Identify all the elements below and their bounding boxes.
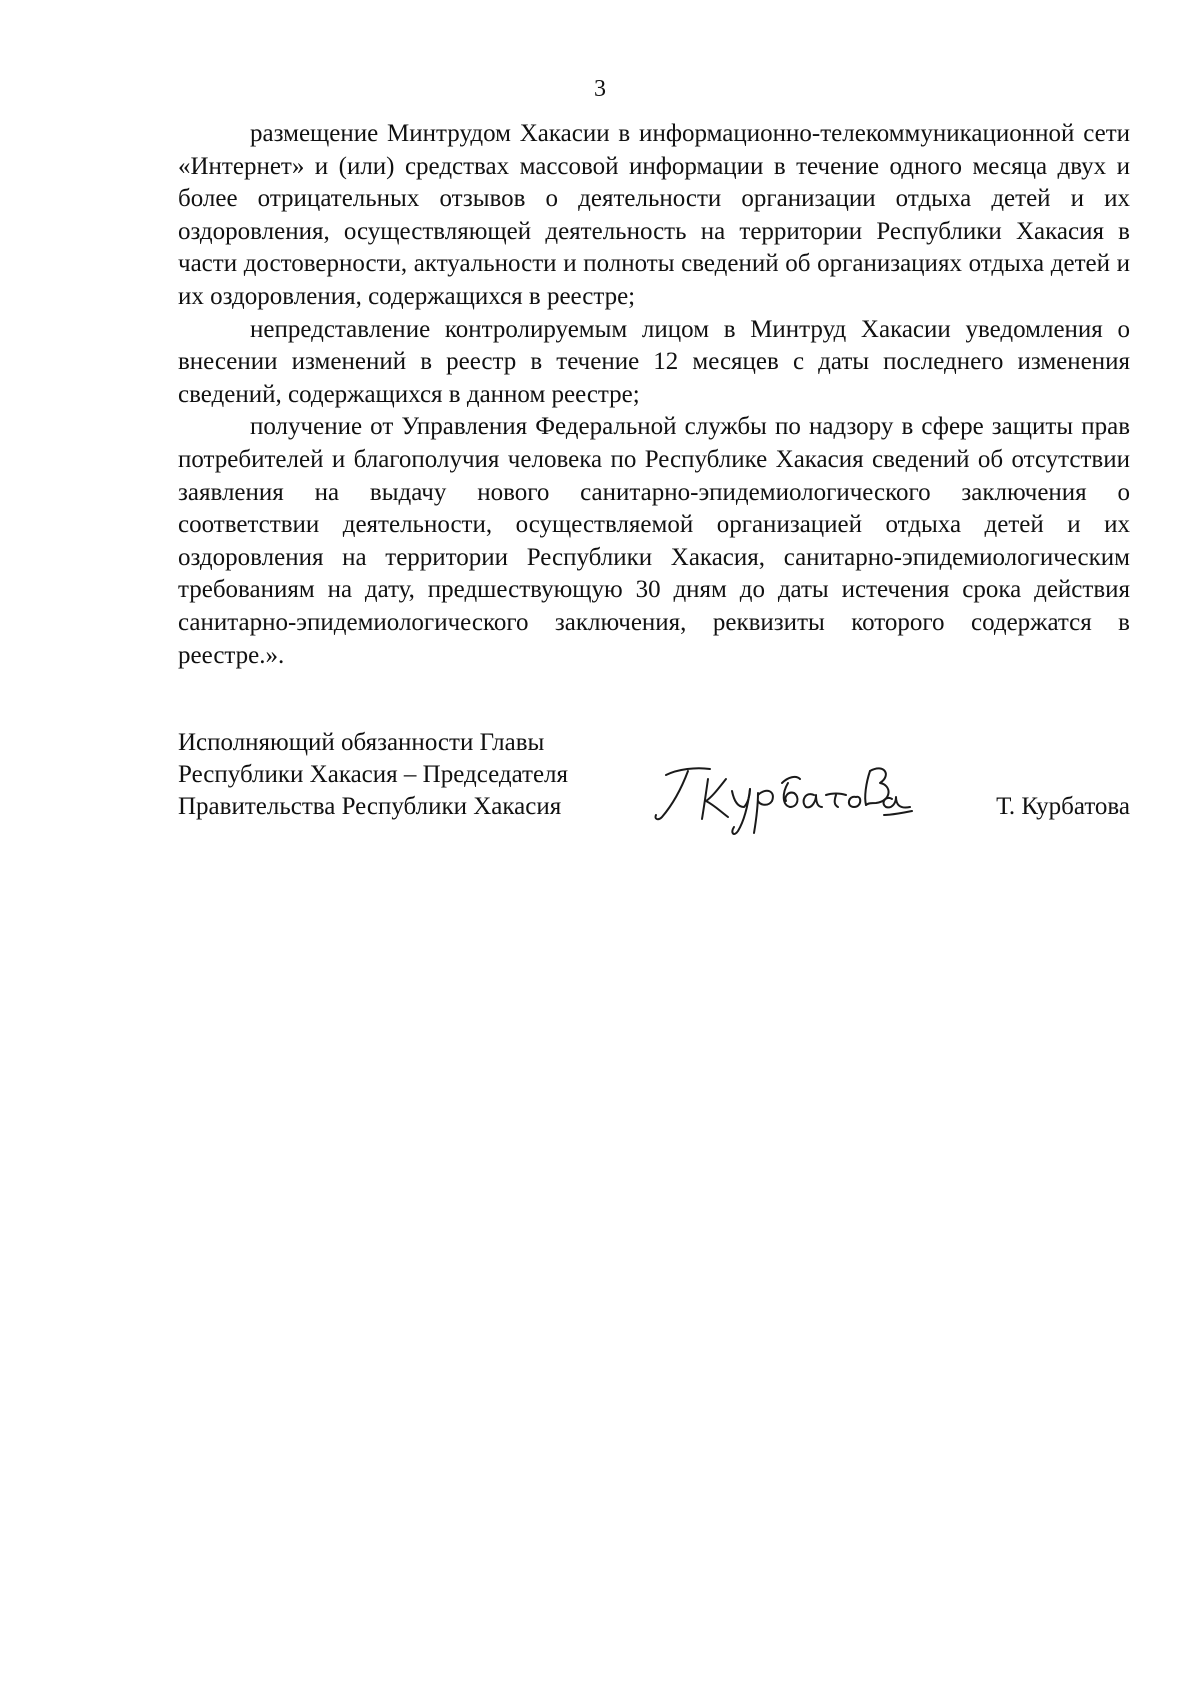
paragraph-1: размещение Минтрудом Хакасии в информационно-телекоммуникационной сети «Интернет» и (или) средствах массовой информации в течение одного месяца двух и более отрицательных отзывов о деятельности организации отдыха детей и их оздоровления, осуществляющей деятельность на территории Республики Хакасия в части достоверности, актуальности и полноты сведений об организациях отдыха детей и их оздоровления, содержащихся в реестре; <box>178 120 1130 310</box>
paragraph-2: непредставление контролируемым лицом в Минтруд Хакасии уведомления о внесении изменений в реестр в течение 12 месяцев с даты последнего изменения сведений, содержащихся в данном реестре; <box>178 315 1130 408</box>
signatory-title-line-2: Республики Хакасия – Председателя <box>178 761 569 788</box>
document-body <box>178 118 1130 672</box>
handwritten-signature <box>648 745 918 840</box>
signatory-title-line-3: Правительства Республики Хакасия <box>178 793 562 820</box>
signatory-title-line-1: Исполняющий обязанности Главы <box>178 729 545 756</box>
page-number: 3 <box>594 76 606 102</box>
paragraph-3: получение от Управления Федеральной службы по надзору в сфере защиты прав потребителей и благополучия человека по Республике Хакасия сведений об отсутствии заявления на выдачу нового санитарно-эпидемиологического заключения о соответствии деятельности, осуществляемой организацией отдыха детей и их оздоровления на территории Республики Хакасия, санитарно-эпидемиологическим требованиям на дату, предшествующую 30 дням до даты истечения срока действия санитарно-эпидемиологического заключения, реквизиты которого содержатся в реестре.». <box>178 413 1130 669</box>
signatory-name: Т. Курбатова <box>996 793 1130 820</box>
signature-block <box>178 727 1130 847</box>
signatory-title <box>178 727 568 823</box>
